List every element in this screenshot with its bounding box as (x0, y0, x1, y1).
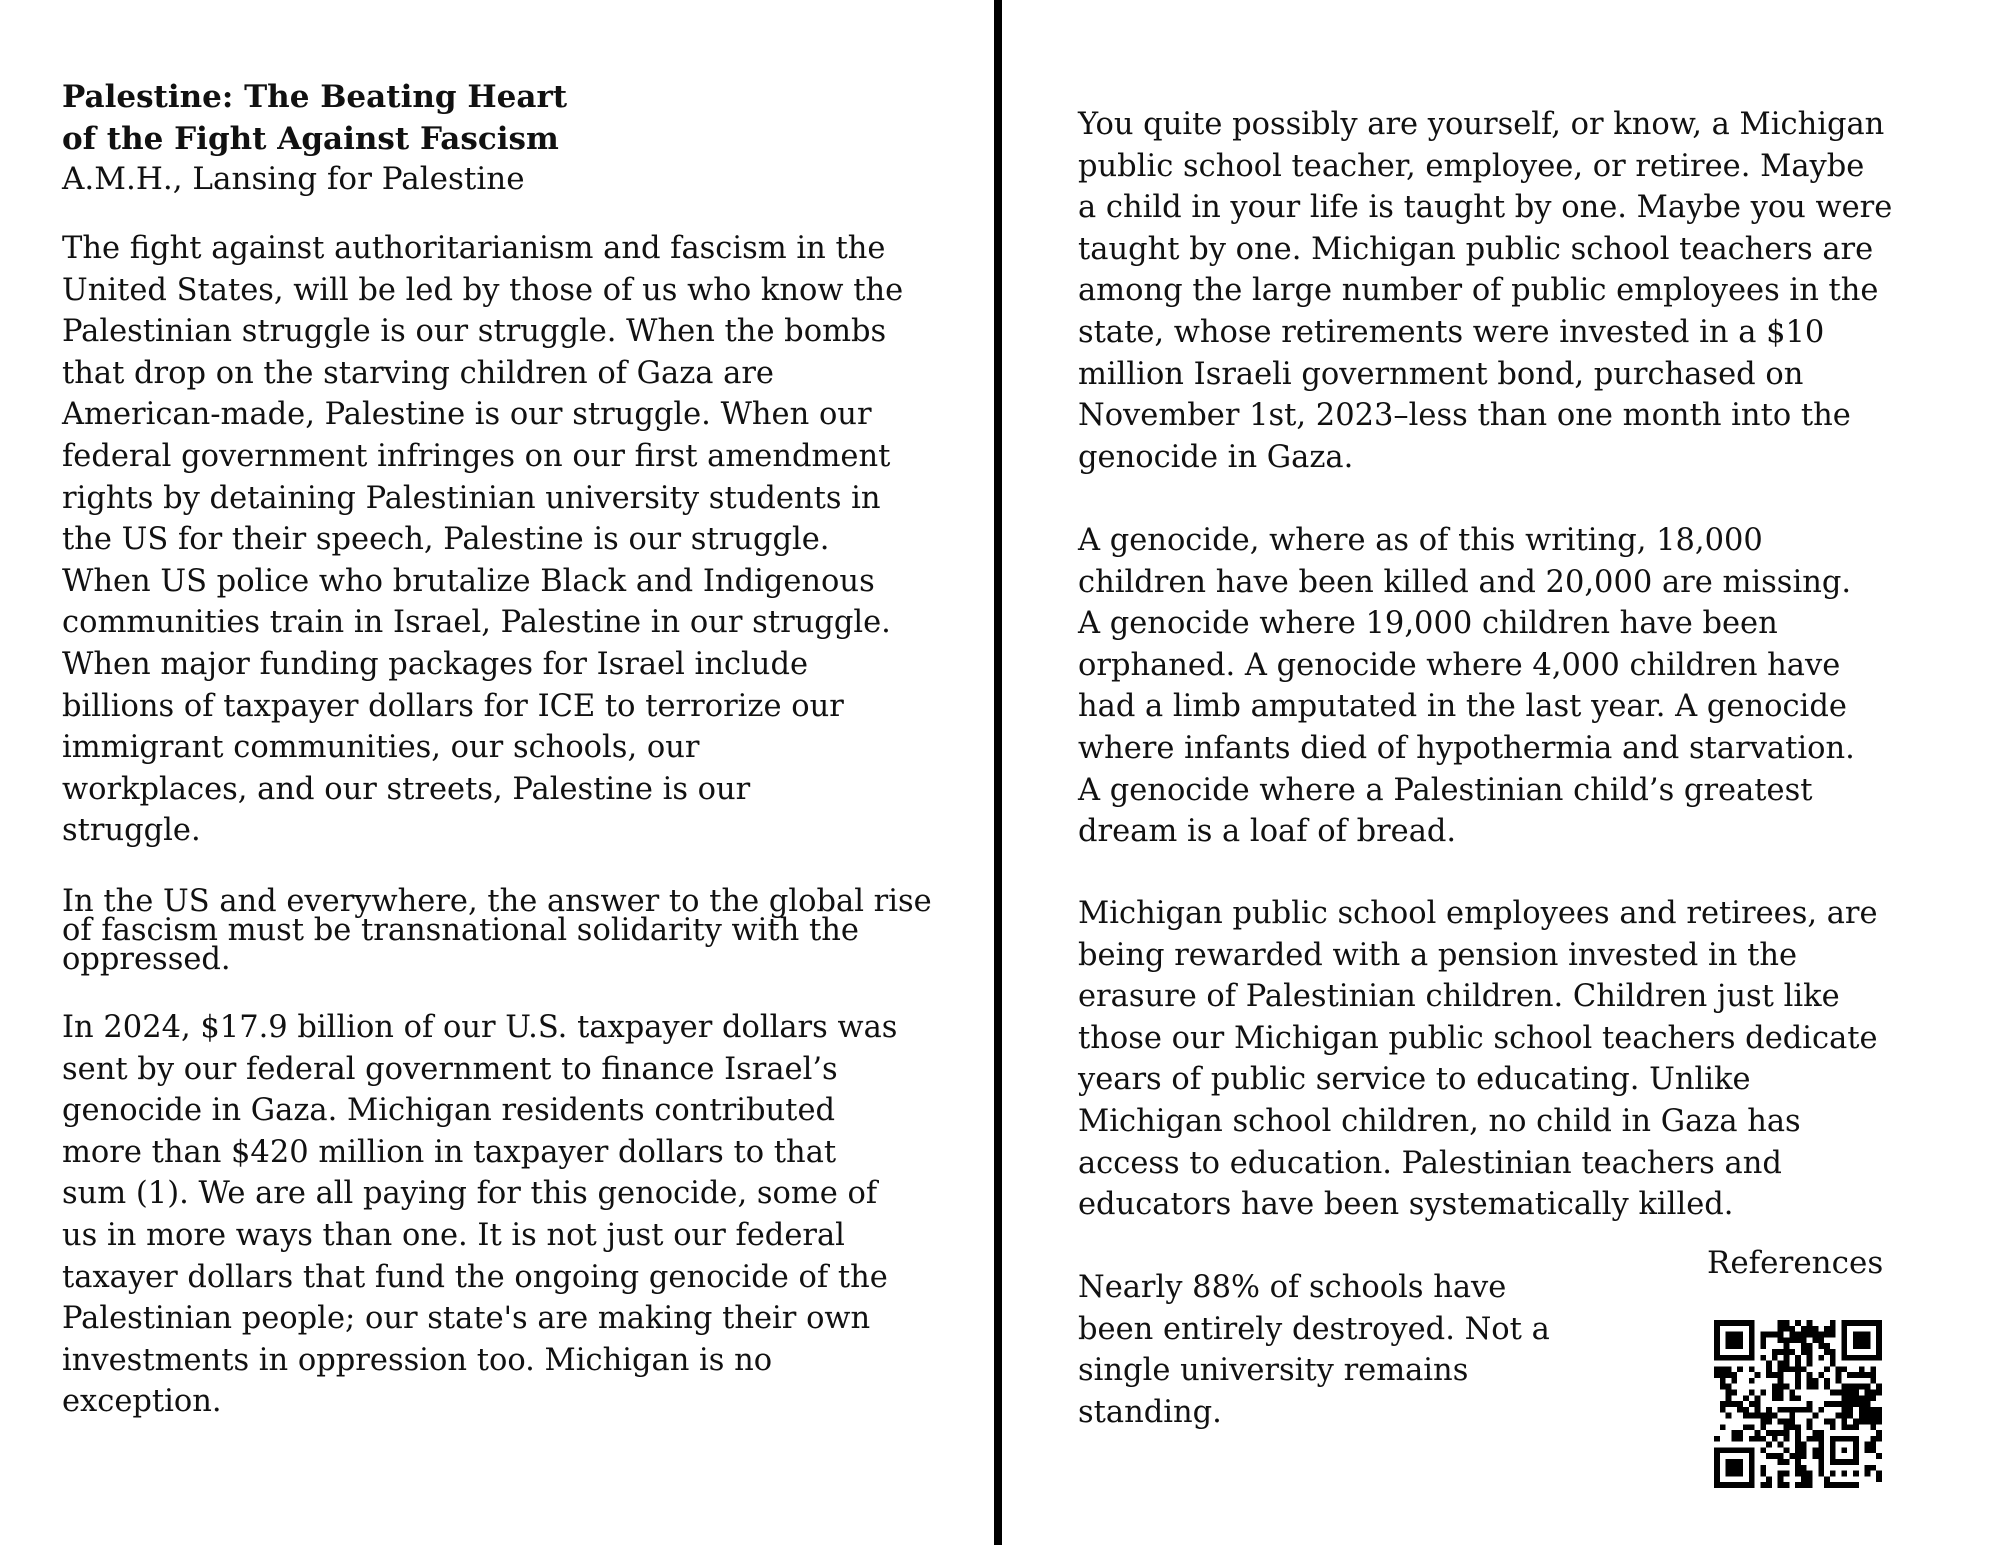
text-line: taught by one. Michigan public school teachers are (1078, 231, 1874, 267)
text-line: Nearly 88% of schools have (1078, 1270, 1507, 1305)
title-line-2: of the Fight Against Fascism (62, 121, 559, 157)
text-line: genocide in Gaza. Michigan residents contributed (62, 1093, 836, 1129)
text-line: had a limb amputated in the last year. A genocide (1078, 689, 1847, 725)
text-line: been entirely destroyed. Not a (1078, 1311, 1550, 1347)
text-line: Palestinian people; our state's are making their own (62, 1301, 871, 1337)
text-line: November 1st, 2023–less than one month into the (1078, 398, 1851, 434)
text-line: those our Michigan public school teachers dedicate (1078, 1020, 1878, 1056)
text-line: taxayer dollars that fund the ongoing genocide of the (62, 1259, 888, 1295)
text-line: where infants died of hypothermia and starvation. (1078, 730, 1855, 766)
article-title (62, 76, 567, 160)
text-line: When major funding packages for Israel include (62, 646, 809, 682)
text-line: million Israeli government bond, purchased on (1078, 356, 1804, 392)
text-line: federal government infringes on our first amendment (62, 438, 891, 474)
text-line: oppressed. (62, 942, 231, 977)
text-line: The fight against authoritarianism and fascism in the (62, 231, 886, 266)
text-line: rights by detaining Palestinian university students in (62, 480, 881, 516)
text-line: Michigan school children, no child in Gaza has (1078, 1103, 1801, 1139)
text-line: investments in oppression too. Michigan is no (62, 1342, 773, 1378)
text-line: Michigan public school employees and retirees, are (1078, 896, 1878, 931)
text-line: among the large number of public employees in the (1078, 273, 1879, 309)
article-byline: A.M.H., Lansing for Palestine (62, 161, 525, 197)
text-line: public school teacher, employee, or retiree. Maybe (1078, 148, 1865, 184)
text-line: United States, will be led by those of us who know the (62, 272, 904, 308)
title-line-1: Palestine: The Beating Heart (62, 79, 568, 115)
left-paragraph-2 (62, 884, 932, 977)
text-line: being rewarded with a pension invested in the (1078, 937, 1798, 973)
text-line: standing. (1078, 1394, 1222, 1430)
left-paragraph-1 (62, 228, 903, 852)
text-line: workplaces, and our streets, Palestine is our (62, 771, 751, 807)
text-line: You quite possibly are yourself, or know, a Michigan (1078, 107, 1885, 142)
right-paragraph-4 (1078, 1267, 1550, 1433)
column-divider (994, 0, 1002, 1545)
text-line: children have been killed and 20,000 are missing. (1078, 564, 1852, 600)
text-line: the US for their speech, Palestine is our struggle. (62, 522, 830, 558)
right-paragraph-3 (1078, 893, 1878, 1226)
text-line: genocide in Gaza. (1078, 439, 1354, 475)
right-paragraph-1 (1078, 104, 1892, 478)
text-line: us in more ways than one. It is not just our federal (62, 1217, 845, 1253)
text-line: erasure of Palestinian children. Children just like (1078, 979, 1840, 1015)
references-label: References (1707, 1245, 1884, 1281)
right-paragraph-2 (1078, 520, 1855, 853)
text-line: years of public service to educating. Unlike (1078, 1062, 1751, 1098)
text-line: A genocide, where as of this writing, 18,000 (1078, 523, 1763, 558)
text-line: orphaned. A genocide where 4,000 children have (1078, 647, 1841, 683)
text-line: When US police who brutalize Black and Indigenous (62, 563, 875, 599)
text-line: access to education. Palestinian teachers and (1078, 1145, 1782, 1181)
text-line: American-made, Palestine is our struggle. When our (62, 397, 872, 433)
text-line: sent by our federal government to finance Israel’s (62, 1051, 838, 1087)
text-line: single university remains (1078, 1353, 1469, 1389)
text-line: dream is a loaf of bread. (1078, 814, 1457, 850)
left-paragraph-3 (62, 1007, 897, 1423)
text-line: In the US and everywhere, the answer to the global rise (62, 884, 932, 919)
references-qr-code[interactable] (1714, 1320, 1882, 1488)
text-line: In 2024, $17.9 billion of our U.S. taxpayer dollars was (62, 1010, 898, 1045)
text-line: billions of taxpayer dollars for ICE to terrorize our (62, 688, 844, 724)
text-line: more than $420 million in taxpayer dollars to that (62, 1134, 837, 1170)
text-line: A genocide where a Palestinian child’s greatest (1078, 772, 1813, 808)
text-line: exception. (62, 1384, 222, 1420)
text-line: a child in your life is taught by one. Maybe you were (1078, 190, 1893, 226)
text-line: communities train in Israel, Palestine in our struggle. (62, 605, 891, 641)
text-line: Palestinian struggle is our struggle. When the bombs (62, 314, 887, 350)
text-line: state, whose retirements were invested in a $10 (1078, 314, 1825, 350)
text-line: sum (1). We are all paying for this genocide, some of (62, 1176, 878, 1212)
text-line: that drop on the starving children of Gaza are (62, 355, 774, 391)
text-line: A genocide where 19,000 children have been (1078, 606, 1778, 642)
text-line: of fascism must be transnational solidarity with the (62, 913, 859, 948)
text-line: immigrant communities, our schools, our (62, 730, 700, 766)
text-line: struggle. (62, 813, 201, 849)
text-line: educators have been systematically killed. (1078, 1187, 1734, 1223)
